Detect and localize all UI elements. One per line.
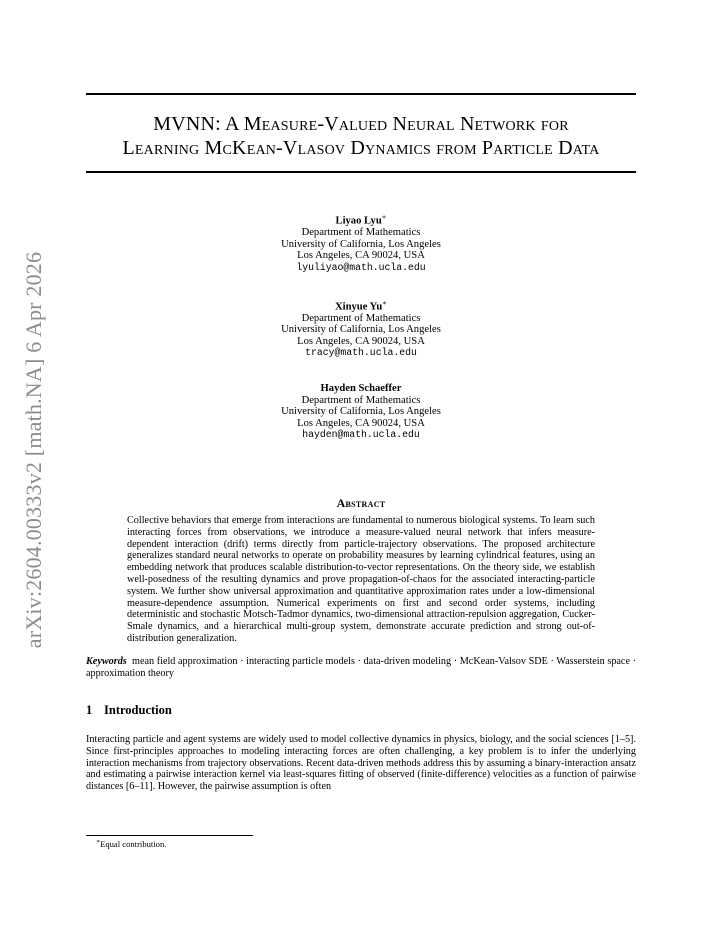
title-bottom-rule — [86, 171, 636, 173]
arxiv-identifier: arXiv:2604.00333v2 [math.NA] 6 Apr 2026 — [21, 251, 46, 649]
author-institution: University of California, Los Angeles — [281, 324, 441, 336]
footnote — [96, 838, 166, 849]
section-title: Introduction — [104, 703, 172, 717]
author-email[interactable]: tracy@math.ucla.edu — [305, 347, 417, 359]
equal-contribution-mark: ∗ — [382, 298, 387, 307]
paper-title — [86, 112, 636, 160]
equal-contribution-mark: ∗ — [381, 213, 387, 221]
title-top-rule — [86, 93, 636, 95]
keywords — [86, 656, 636, 680]
author-email[interactable]: hayden@math.ucla.edu — [302, 429, 420, 441]
title-line-2: Learning McKean-Vlasov Dynamics from Particle Data — [122, 137, 600, 159]
abstract-heading: Abstract — [336, 496, 386, 510]
author-institution: University of California, Los Angeles — [281, 238, 441, 250]
author-department: Department of Mathematics — [301, 312, 421, 324]
keywords-label: Keywords — [86, 656, 127, 667]
author-2 — [86, 298, 636, 360]
abstract-text: Collective behaviors that emerge from interactions are fundamental to numerous biological systems. To learn such interacting forces from observations, we introduce a measure-valued neural network that infers measure-dependent interaction (drift) terms directly from particle-trajectory observations. The proposed architecture generalizes standard neural networks to operate on probability measures by learning cylindrical features, using an embedding network that produces scalable distribution-to-vector representations. On the theory side, we establish well-posedness of the resulting dynamics and prove propagation-of-chaos for the associated interacting-particle system. We further show universal approximation and quantitative approximation rates under a low-dimensional measure-dependence assumption. Numerical experiments on first and second order systems, including deterministic and stochastic Motsch-Tadmor dynamics, two-dimensional attraction-repulsion aggregation, Cucker-Smale dynamics, and a hierarchical multi-group system, demonstrate accurate prediction and strong out-of-distribution generalization. — [127, 515, 595, 644]
section-heading-introduction — [86, 703, 172, 718]
footnote-mark: ∗ — [96, 839, 101, 845]
author-block — [86, 212, 636, 465]
footnote-text: Equal contribution. — [100, 838, 167, 849]
author-1 — [86, 212, 636, 274]
title-line-1: MVNN: A Measure-Valued Neural Network for — [153, 113, 569, 135]
author-address: Los Angeles, CA 90024, USA — [297, 417, 425, 429]
author-name: Hayden Schaeffer — [320, 383, 402, 394]
keywords-text: mean field approximation · interacting particle models · data-driven modeling · McKean-Valsov SDE · Wasserstein space · approximation theory — [86, 656, 637, 680]
author-name: Liyao Lyu∗ — [335, 213, 387, 227]
author-address: Los Angeles, CA 90024, USA — [297, 250, 425, 262]
author-department: Department of Mathematics — [301, 394, 421, 406]
author-department: Department of Mathematics — [301, 227, 421, 239]
author-email[interactable]: lyuliyao@math.ucla.edu — [296, 261, 426, 273]
author-name: Xinyue Yu∗ — [335, 298, 387, 313]
introduction-text: Interacting particle and agent systems are widely used to model collective dynamics in physics, biology, and the social sciences [1–5]. Since first-principles approaches to modeling interacting forces are often challenging, a key problem is to infer the underlying interaction mechanisms from trajectory observations. Recent data-driven methods address this by assuming a binary-interaction ansatz and estimating a pairwise interaction kernel via least-squares fitting of observed (finite-difference) velocities as a function of pairwise distances [6–11]. However, the pairwise assumption is often — [86, 734, 636, 793]
author-institution: University of California, Los Angeles — [281, 406, 441, 418]
author-address: Los Angeles, CA 90024, USA — [297, 335, 425, 347]
author-3 — [86, 383, 636, 441]
footnote-rule — [86, 835, 253, 836]
section-number: 1 — [86, 703, 93, 717]
